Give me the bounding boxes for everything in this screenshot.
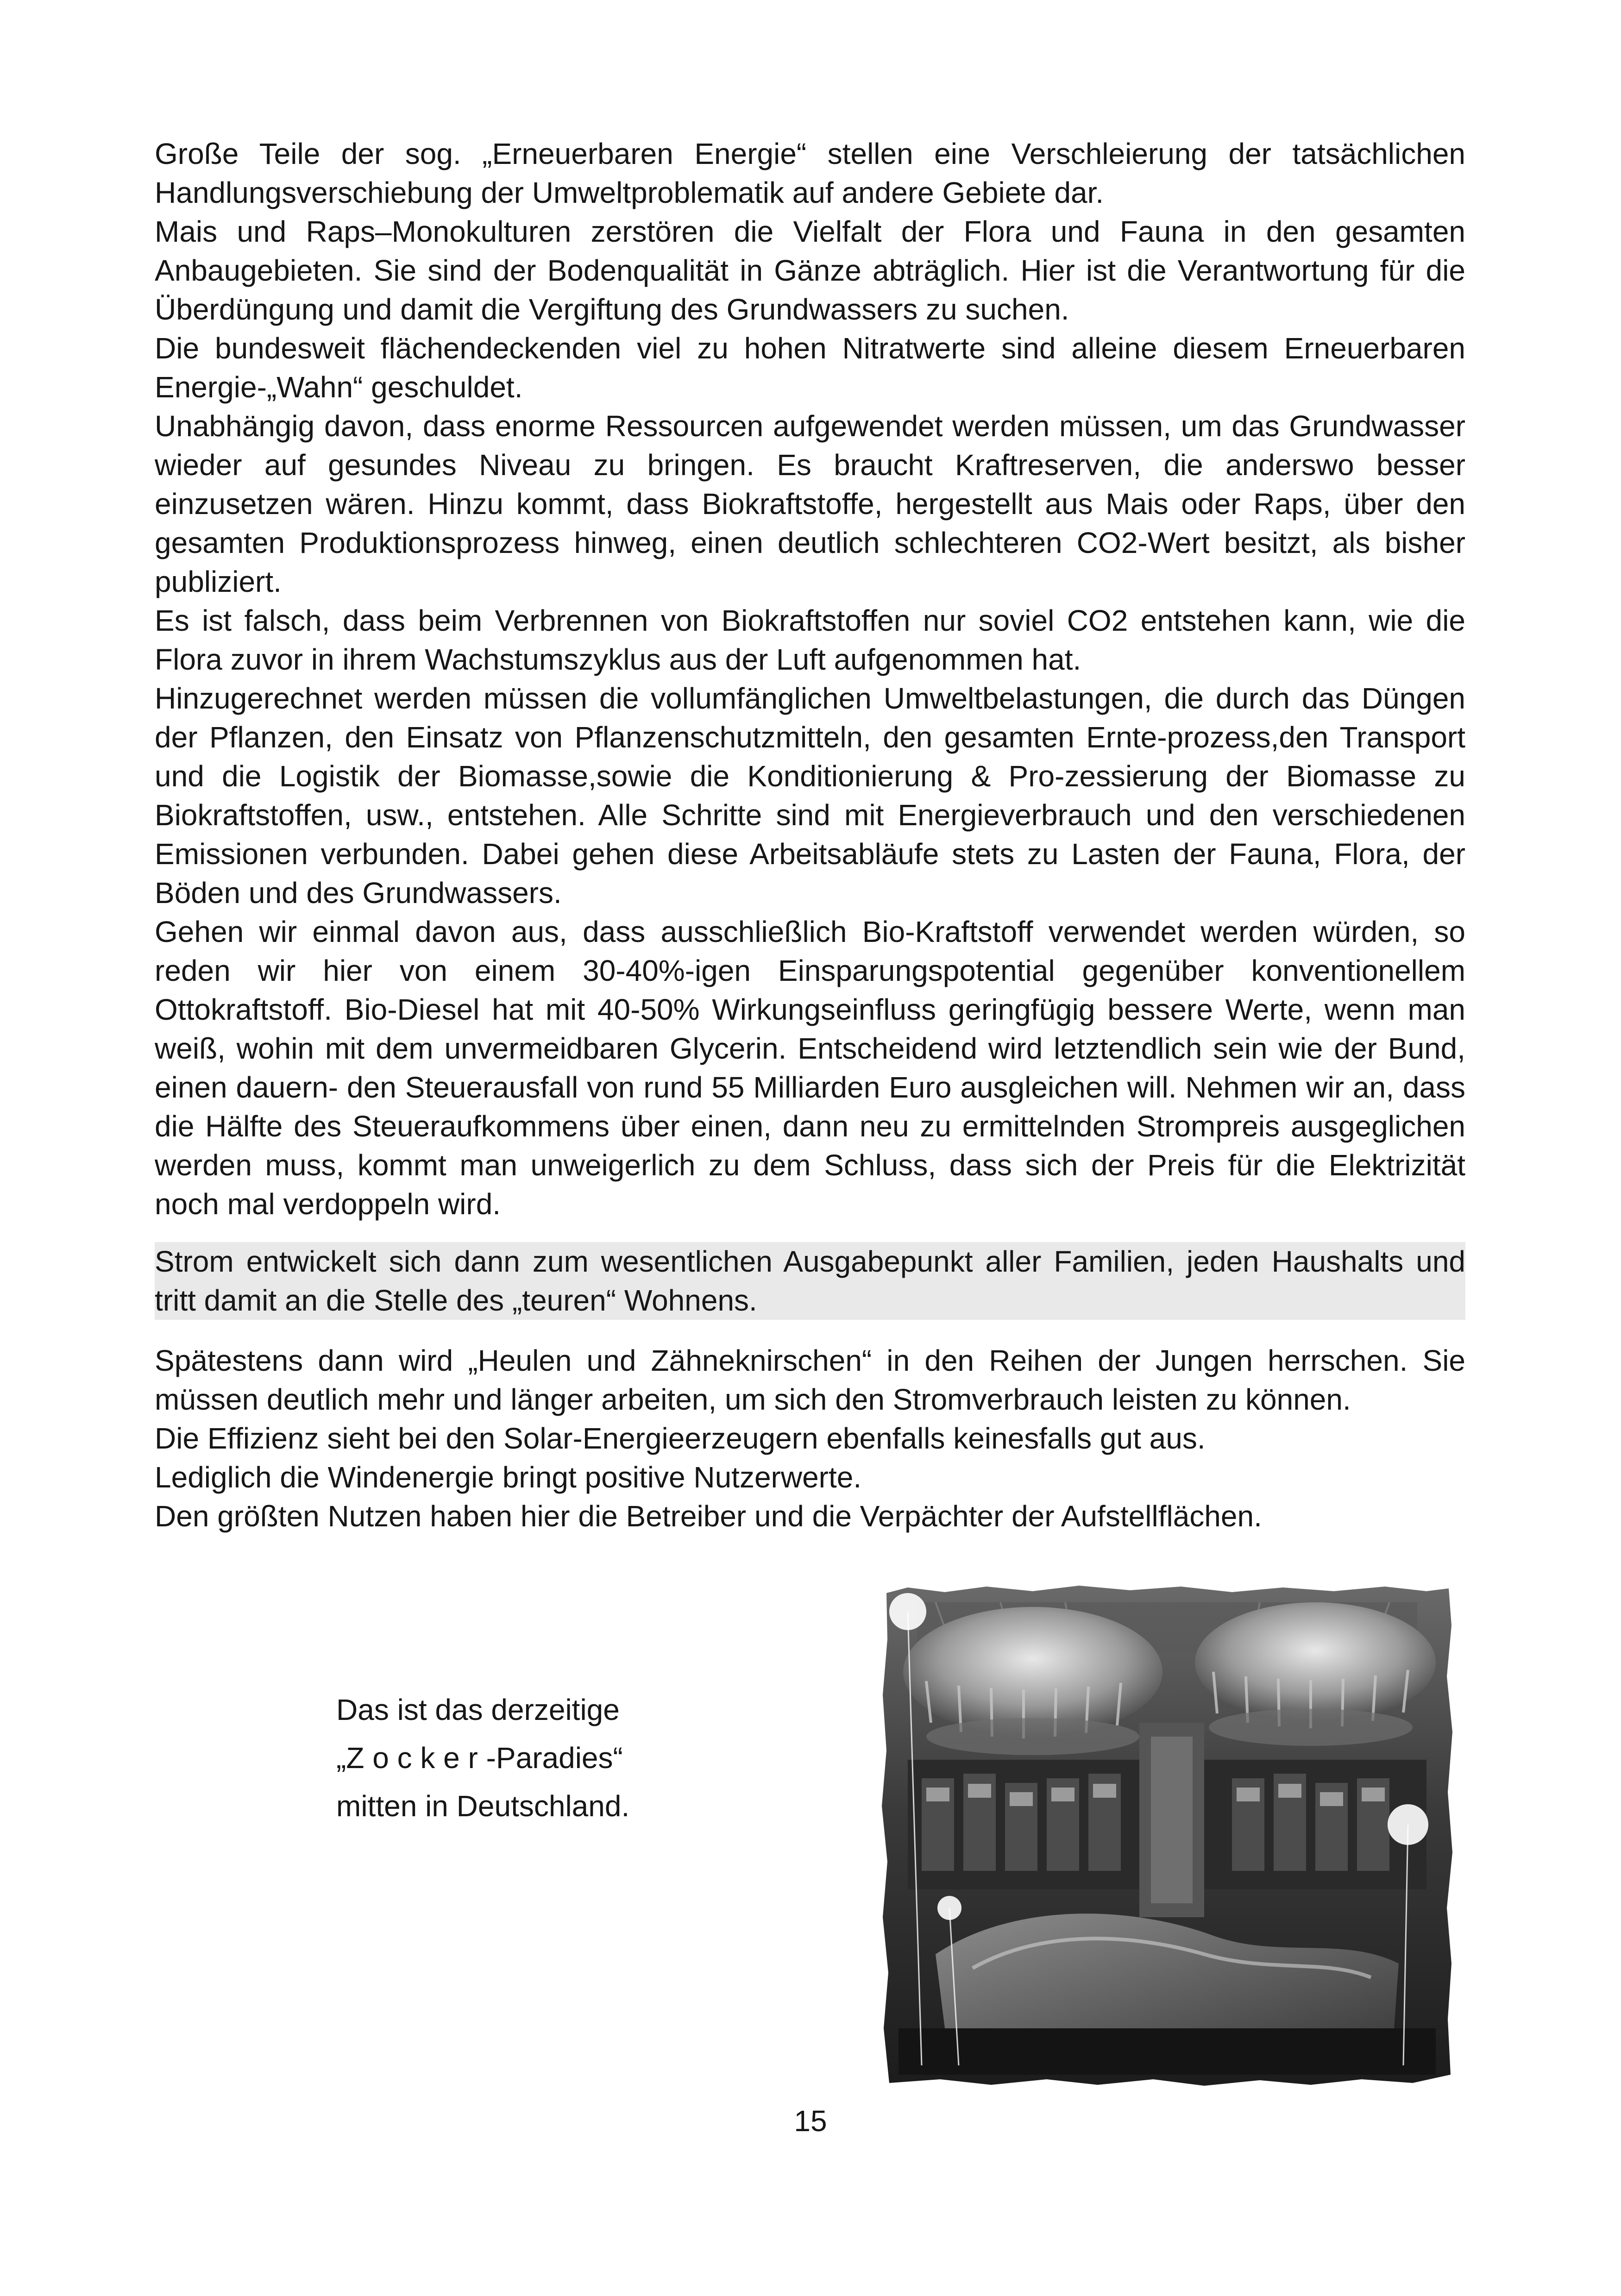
paragraph-9: Die Effizienz sieht bei den Solar-Energieerzeugern ebenfalls keinesfalls gut aus. — [155, 1422, 1206, 1455]
paragraph-5: Es ist falsch, dass beim Verbrennen von Biokraftstoffen nur soviel CO2 entstehen kann, wie die Flora zuvor in ihrem Wachstumszyklus aus der Luft aufgenommen hat. — [155, 604, 1465, 676]
paragraph-2: Mais und Raps–Monokulturen zerstören die Vielfalt der Flora und Fauna in den gesamten Anbaugebieten. Sie sind der Bodenqualität in Gänze abträglich. Hier ist die Verantwortung für die Überdüngung und damit die Vergiftung des Grundwassers zu suchen. — [155, 215, 1465, 326]
body-text — [155, 134, 1465, 1536]
caption-line-3: mitten in Deutschland. — [336, 1789, 630, 1823]
paragraph-11: Den größten Nutzen haben hier die Betreiber und die Verpächter der Aufstellflächen. — [155, 1499, 1262, 1533]
highlight-text: Strom entwickelt sich dann zum wesentlichen Ausgabepunkt aller Familien, jeden Haushalts und tritt damit an die Stelle des „teuren“ Wohnens. — [155, 1245, 1465, 1317]
image-caption — [336, 1686, 753, 1830]
caption-line-1: Das ist das derzeitige — [336, 1693, 620, 1726]
paragraph-10: Lediglich die Windenergie bringt positive Nutzerwerte. — [155, 1461, 862, 1494]
highlighted-statement — [155, 1242, 1465, 1320]
paragraph-4: Unabhängig davon, dass enorme Ressourcen aufgewendet werden müssen, um das Grundwasser wieder auf gesundes Niveau zu bringen. Es braucht Kraftreserven, die anderswo besser einzusetzen wären. Hinzu kommt, dass Biokraftstoffe, hergestellt aus Mais oder Raps, über den gesamten Produktionsprozess hinweg, einen deutlich schlechteren CO2-Wert besitzt, als bisher publiziert. — [155, 409, 1465, 598]
paragraph-8: Spätestens dann wird „Heulen und Zähneknirschen“ in den Reihen der Jungen herrschen. Sie müssen deutlich mehr und länger arbeiten, um sich den Stromverbrauch leisten zu können. — [155, 1344, 1465, 1416]
paragraph-1: Große Teile der sog. „Erneuerbaren Energie“ stellen eine Verschleierung der tatsächlichen Handlungsverschiebung der Umweltproblematik auf andere Gebiete dar. — [155, 137, 1465, 209]
paragraph-7: Gehen wir einmal davon aus, dass ausschließlich Bio-Kraftstoff verwendet werden würden, so reden wir hier von einem 30-40%-igen Einsparungspotential gegenüber konventionellem Ottokraftstoff. Bio-Diesel hat mit 40-50% Wirkungseinfluss geringfügig bessere Werte, wenn man weiß, wohin mit dem unvermeidbaren Glycerin. Entscheidend wird letztendlich sein wie der Bund, einen dauern- den Steuerausfall von rund 55 Milliarden Euro ausgleichen will. Nehmen wir an, dass die Hälfte des Steueraufkommens über einen, dann neu zu ermittelnden Strompreis ausgeglichen werden muss, kommt man unweigerlich zu dem Schluss, dass sich der Preis für die Elektrizität noch mal verdoppeln wird. — [155, 915, 1465, 1221]
casino-photo — [880, 1584, 1454, 2089]
page-number: 15 — [794, 2104, 827, 2138]
paragraph-3: Die bundesweit flächendeckenden viel zu hohen Nitratwerte sind alleine diesem Erneuerbaren Energie-„Wahn“ geschuldet. — [155, 332, 1465, 404]
caption-line-2: „Z o c k e r -Paradies“ — [336, 1741, 623, 1775]
paragraph-6: Hinzugerechnet werden müssen die vollumfänglichen Umweltbelastungen, die durch das Düngen der Pflanzen, den Einsatz von Pflanzenschutzmitteln, den gesamten Ernte-prozess,den Transport und die Logistik der Biomasse,sowie die Konditionierung & Pro-zessierung der Biomasse zu Biokraftstoffen, usw., entstehen. Alle Schritte sind mit Energieverbrauch und den verschiedenen Emissionen verbunden. Dabei gehen diese Arbeitsabläufe stets zu Lasten der Fauna, Flora, der Böden und des Grundwassers. — [155, 682, 1465, 910]
